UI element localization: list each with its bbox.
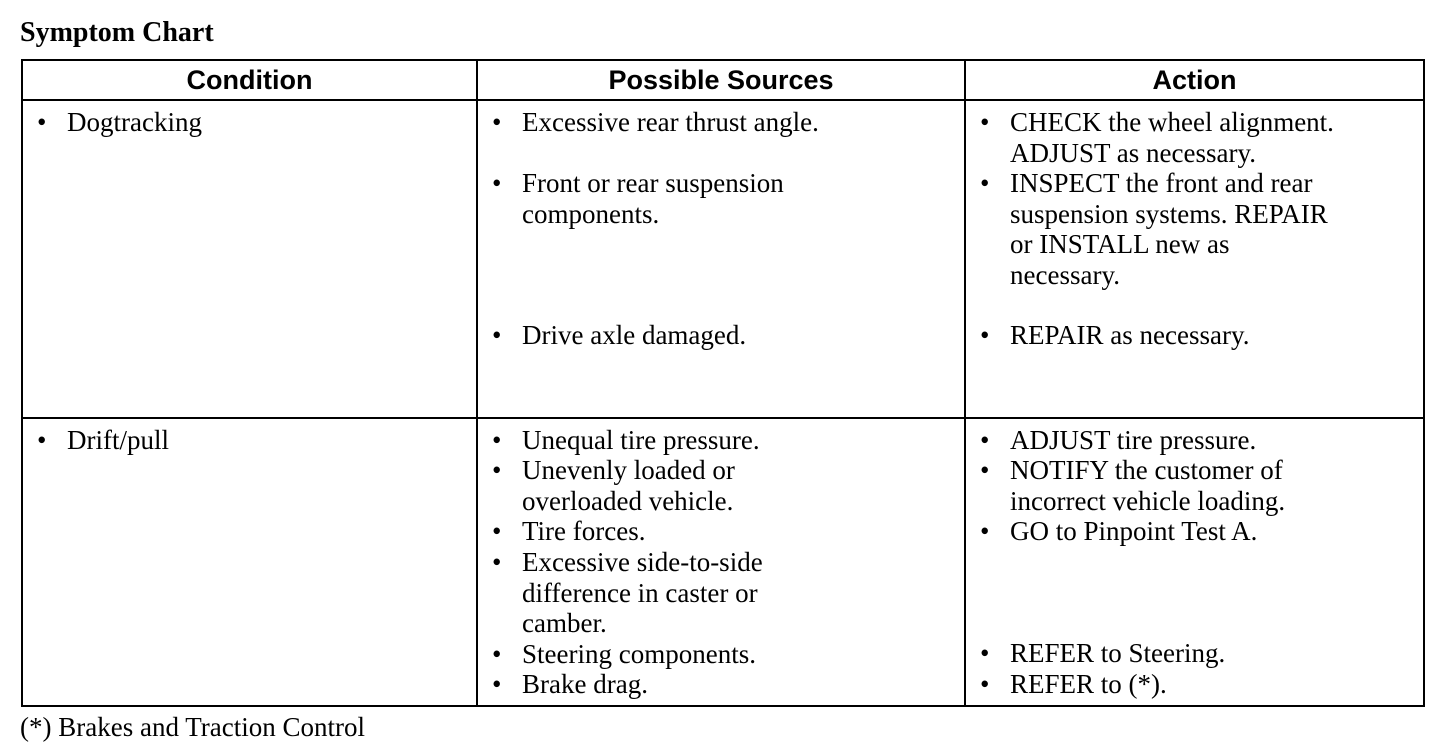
symptom-table bbox=[21, 59, 1425, 707]
bullet-icon: • bbox=[492, 639, 502, 669]
action-item bbox=[966, 638, 1225, 669]
bullet-icon: • bbox=[492, 320, 502, 350]
source-item bbox=[478, 455, 735, 516]
source-item bbox=[478, 168, 784, 229]
source-item bbox=[478, 516, 645, 547]
action-item bbox=[966, 516, 1257, 547]
action-text: ADJUST tire pressure. bbox=[1010, 425, 1257, 455]
table-row bbox=[22, 100, 1424, 418]
action-item bbox=[966, 425, 1256, 456]
source-text: Excessive side-to-side difference in caster or camber. bbox=[522, 547, 763, 638]
bullet-icon: • bbox=[492, 669, 502, 699]
header-possible-sources: Possible Sources bbox=[477, 60, 965, 100]
source-text: Unequal tire pressure. bbox=[522, 425, 760, 455]
table-header-row bbox=[22, 60, 1424, 100]
bullet-icon: • bbox=[492, 425, 502, 455]
action-text: REFER to Steering. bbox=[1010, 638, 1226, 668]
header-action: Action bbox=[965, 60, 1424, 100]
source-text: Steering components. bbox=[522, 639, 756, 669]
source-item bbox=[478, 639, 756, 670]
source-item bbox=[478, 425, 760, 456]
bullet-icon: • bbox=[980, 455, 990, 485]
bullet-icon: • bbox=[980, 168, 990, 198]
bullet-icon: • bbox=[492, 168, 502, 198]
source-item bbox=[478, 669, 648, 700]
source-text: Unevenly loaded or overloaded vehicle. bbox=[522, 455, 735, 516]
source-text: Tire forces. bbox=[522, 516, 646, 546]
action-item bbox=[966, 455, 1285, 516]
action-text: INSPECT the front and rear suspension systems. REPAIR or INSTALL new as necessary. bbox=[1010, 168, 1328, 290]
action-item bbox=[966, 669, 1167, 700]
bullet-icon: • bbox=[492, 516, 502, 546]
table-row bbox=[22, 418, 1424, 706]
bullet-icon: • bbox=[980, 320, 990, 350]
bullet-icon: • bbox=[980, 516, 990, 546]
condition-item bbox=[23, 425, 169, 456]
source-text: Drive axle damaged. bbox=[522, 320, 747, 350]
sources-cell bbox=[477, 418, 965, 706]
bullet-icon: • bbox=[980, 669, 990, 699]
source-item bbox=[478, 547, 763, 639]
condition-text: Dogtracking bbox=[67, 107, 202, 137]
action-text: CHECK the wheel alignment. ADJUST as necessary. bbox=[1010, 107, 1334, 168]
source-text: Excessive rear thrust angle. bbox=[522, 107, 819, 137]
page-title: Symptom Chart bbox=[20, 17, 214, 48]
source-text: Brake drag. bbox=[522, 669, 648, 699]
bullet-icon: • bbox=[980, 107, 990, 137]
source-item bbox=[478, 107, 819, 138]
action-item bbox=[966, 320, 1249, 351]
bullet-icon: • bbox=[492, 455, 502, 485]
condition-cell bbox=[22, 100, 477, 418]
action-text: REPAIR as necessary. bbox=[1010, 320, 1250, 350]
condition-text: Drift/pull bbox=[67, 425, 169, 455]
action-item bbox=[966, 168, 1328, 290]
condition-cell bbox=[22, 418, 477, 706]
action-cell bbox=[965, 100, 1424, 418]
bullet-icon: • bbox=[492, 547, 502, 577]
bullet-icon: • bbox=[37, 107, 47, 137]
action-text: REFER to (*). bbox=[1010, 669, 1167, 699]
action-text: GO to Pinpoint Test A. bbox=[1010, 516, 1258, 546]
header-condition: Condition bbox=[22, 60, 477, 100]
sources-cell bbox=[477, 100, 965, 418]
bullet-icon: • bbox=[980, 425, 990, 455]
action-item bbox=[966, 107, 1334, 168]
bullet-icon: • bbox=[37, 425, 47, 455]
footnote: (*) Brakes and Traction Control bbox=[20, 712, 365, 742]
bullet-icon: • bbox=[980, 638, 990, 668]
action-cell bbox=[965, 418, 1424, 706]
bullet-icon: • bbox=[492, 107, 502, 137]
source-item bbox=[478, 320, 746, 351]
action-text: NOTIFY the customer of incorrect vehicle loading. bbox=[1010, 455, 1286, 516]
condition-item bbox=[23, 107, 202, 138]
source-text: Front or rear suspension components. bbox=[522, 168, 784, 229]
